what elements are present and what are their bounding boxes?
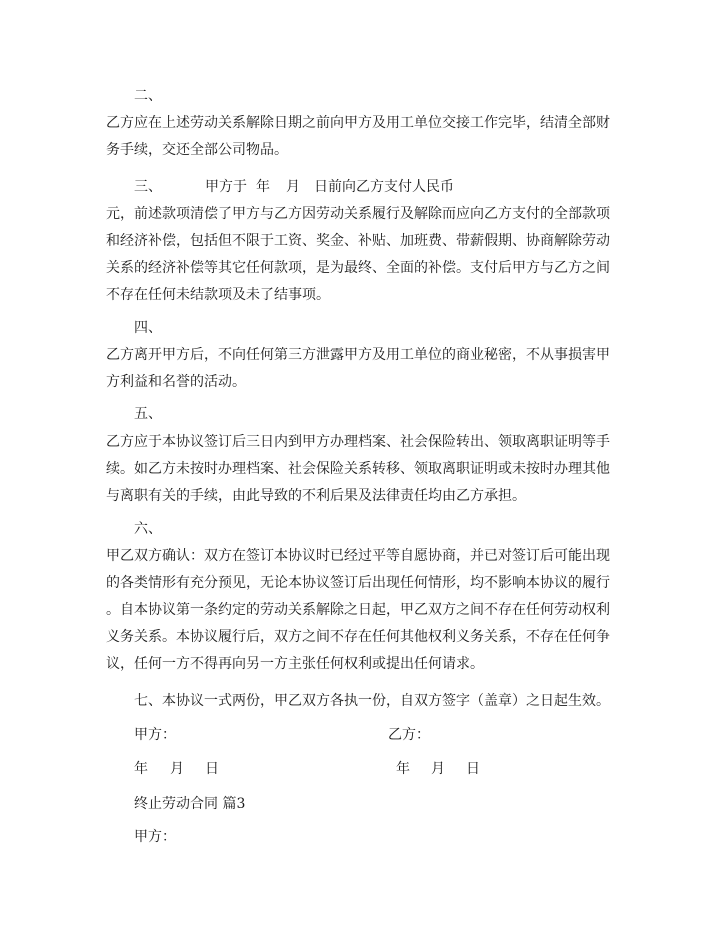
section-2-line-1: 乙方应在上述劳动关系解除日期之前向甲方及用工单位交接工作完毕，结清全部财 [106,115,610,131]
section-2-heading: 二、 [134,88,162,104]
section-3-line-4: 不存在任何未结款项及未了结事项。 [106,287,330,303]
section-3-line-2: 和经济补偿，包括但不限于工资、奖金、补贴、加班费、带薪假期、协商解除劳动 [106,233,610,249]
section-2-line-2: 务手续，交还全部公司物品。 [106,142,288,158]
section-7-text: 七、本协议一式两份，甲乙双方各执一份，自双方签字（盖章）之日起生效。 [134,693,610,709]
date-a-month: 月 [170,761,184,777]
date-a-day: 日 [205,761,219,777]
section-3-number: 三、 [134,179,162,195]
section-5-line-2: 续。如乙方未按时办理档案、社会保险关系转移、领取离职证明或未按时办理其他 [106,461,610,477]
section-3-line-1: 元，前述款项清偿了甲方与乙方因劳动关系履行及解除而应向乙方支付的全部款项 [106,206,610,222]
section-6-line-1: 甲乙双方确认：双方在签订本协议时已经过平等自愿协商，并已对签订后可能出现 [106,548,610,564]
signature-party-a-label: 甲方： [134,727,176,743]
section-5-heading: 五、 [134,406,162,422]
section-6-line-5: 议，任何一方不得再向另一方主张任何权利或提出任何请求。 [106,656,484,672]
date-b-day: 日 [466,761,480,777]
section-6-heading: 六、 [134,521,162,537]
next-document-party-a: 甲方： [134,829,176,845]
section-6-line-2: 的各类情形有充分预见，无论本协议签订后出现任何情形，均不影响本协议的履行 [106,575,610,591]
signature-party-b-label: 乙方： [388,727,430,743]
section-3-month-label: 月 [286,179,300,195]
section-3-year-label: 年 [256,179,270,195]
section-3-day-text: 日前向乙方支付人民币 [314,179,454,195]
section-4-line-1: 乙方离开甲方后，不向任何第三方泄露甲方及用工单位的商业秘密，不从事损害甲 [106,347,610,363]
date-a-year: 年 [134,761,148,777]
section-4-line-2: 方利益和名誉的活动。 [106,374,246,390]
section-5-line-1: 乙方应于本协议签订后三日内到甲方办理档案、社会保险转出、领取离职证明等手 [106,434,610,450]
section-6-line-4: 义务关系。本协议履行后，双方之间不存在任何其他权利义务关系，不存在任何争 [106,629,610,645]
section-4-heading: 四、 [134,320,162,336]
date-b-month: 月 [431,761,445,777]
section-6-line-3: 。自本协议第一条约定的劳动关系解除之日起，甲乙双方之间不存在任何劳动权利 [106,602,610,618]
date-b-year: 年 [396,761,410,777]
section-3-party-a-label: 甲方于 [205,179,247,195]
section-5-line-3: 与离职有关的手续，由此导致的不利后果及法律责任均由乙方承担。 [106,488,526,504]
next-document-title: 终止劳动合同 篇3 [134,796,246,812]
section-3-line-3: 关系的经济补偿等其它任何款项，是为最终、全面的补偿。支付后甲方与乙方之间 [106,260,610,276]
